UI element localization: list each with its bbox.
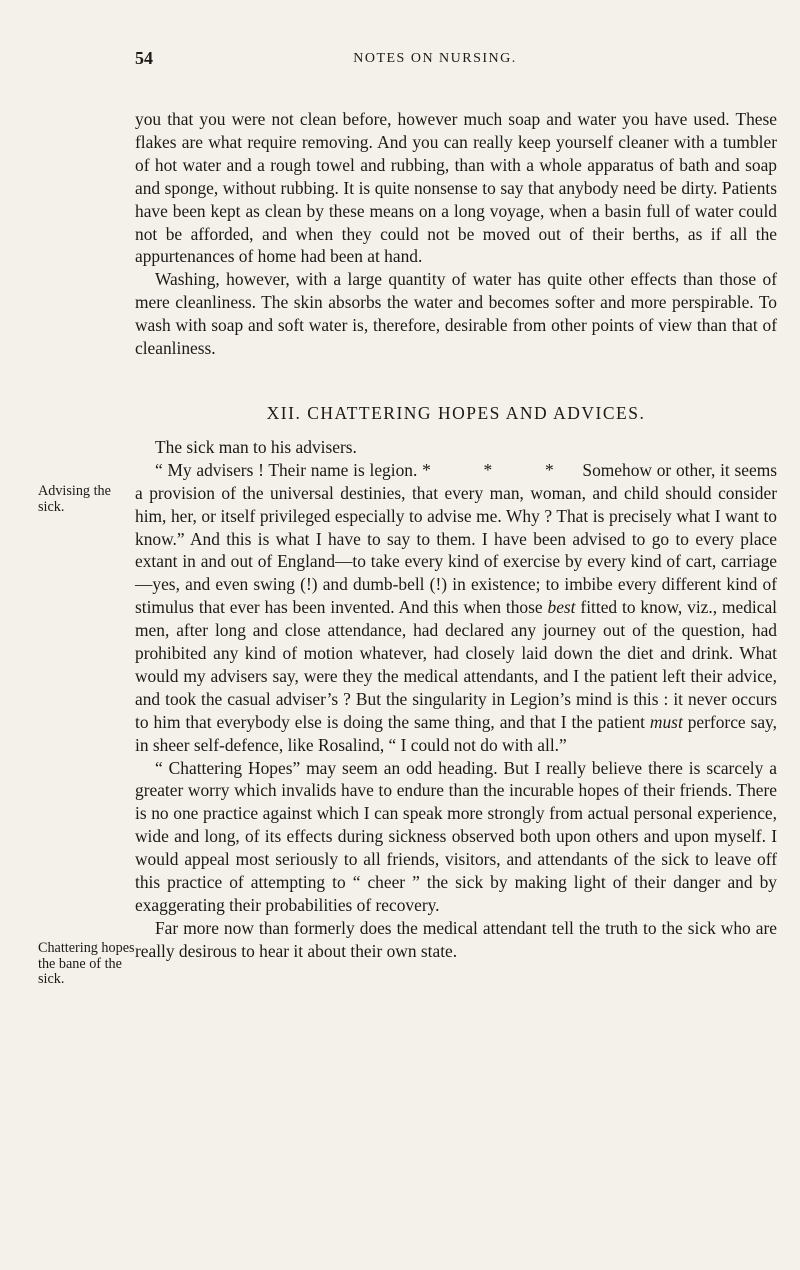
italic-best: best bbox=[547, 597, 576, 618]
paragraph-washing: Washing, however, with a large quantity of water has quite other effects than those of mere cleanliness. The skin absorbs the water and becomes softer and more perspirable. To wash with soap and soft water is, therefore, desirable from other points of view than that of cleanliness. bbox=[135, 269, 777, 359]
body-text bbox=[135, 108, 777, 963]
legion-text-2: fitted to know, viz., medical men, after long and close attendance, had declared any journey out of the question, had prohibited any kind of motion whatever, had closely laid down the diet and drink. What would my advisers say, were they the medical attendants, and I the patient left their advice, and took the casual adviser’s ? But the singularity in Legion’s mind is this : it never occurs to him that everybody else is doing the same thing, and that I the patient bbox=[135, 597, 777, 732]
section-heading: XII. CHATTERING HOPES AND ADVICES. bbox=[266, 402, 646, 423]
legion-text-3: perforce say, in sheer self-defence, like Rosalind, “ I could not do with all.” bbox=[135, 711, 777, 755]
paragraph-sick-man-advisers: The sick man to his advisers. bbox=[155, 436, 357, 457]
paragraph-legion bbox=[135, 459, 777, 757]
page-number: 54 bbox=[135, 48, 153, 68]
legion-quote-start: “ My advisers ! Their name is legion. bbox=[155, 459, 418, 480]
margin-note-advising: Advising the sick. bbox=[38, 483, 111, 515]
paragraph-medical-truth: Far more now than formerly does the medical attendant tell the truth to the sick who are really desirous to hear it about their own state. bbox=[135, 917, 777, 961]
legion-text-1: Somehow or other, it seems a provision of the universal destinies, that every man, woman, and child should consider him, her, or itself privileged especially to advise me. Why ? That is precisely what I want to know.” And this is what I have to say to them. I have been advised to go to every place extant in and out of England—to take every kind of exercise by every kind of cart, carriage—yes, and even swing (!) and dumb-bell (!) in existence; to imbibe every different kind of stimulus that ever has been invented. And this when those bbox=[135, 459, 777, 618]
margin-note-chattering-hopes: Chattering hopes the bane of the sick. bbox=[38, 940, 135, 987]
paragraph-cleanliness: you that you were not clean before, however much soap and water you have used. These flakes are what require removing. And you can really keep yourself cleaner with a tumbler of hot water and a rough towel and rubbing, than with a whole apparatus of bath and soap and sponge, without rubbing. It is quite nonsense to say that anybody need be dirty. Patients have been kept as clean by these means on a long voyage, when a basin full of water could not be afforded, and when they could not be moved out of their berths, as if all the appurtenances of home had been at hand. bbox=[135, 109, 777, 267]
running-title: NOTES ON NURSING. bbox=[353, 51, 517, 66]
asterisks: * * * bbox=[422, 459, 578, 480]
paragraph-chattering-hopes: “ Chattering Hopes” may seem an odd heading. But I really believe there is scarcely a greater worry which invalids have to endure than the incurable hopes of their friends. There is no one practice against which I can speak more strongly from actual personal experience, wide and long, of its effects during sickness observed both upon others and upon myself. I would appeal most seriously to all friends, visitors, and attendants of the sick to leave off this practice of attempting to “ cheer ” the sick by making light of their danger and by exaggerating their probabilities of recovery. bbox=[135, 757, 777, 915]
page-header bbox=[135, 48, 735, 72]
italic-must: must bbox=[649, 711, 683, 732]
